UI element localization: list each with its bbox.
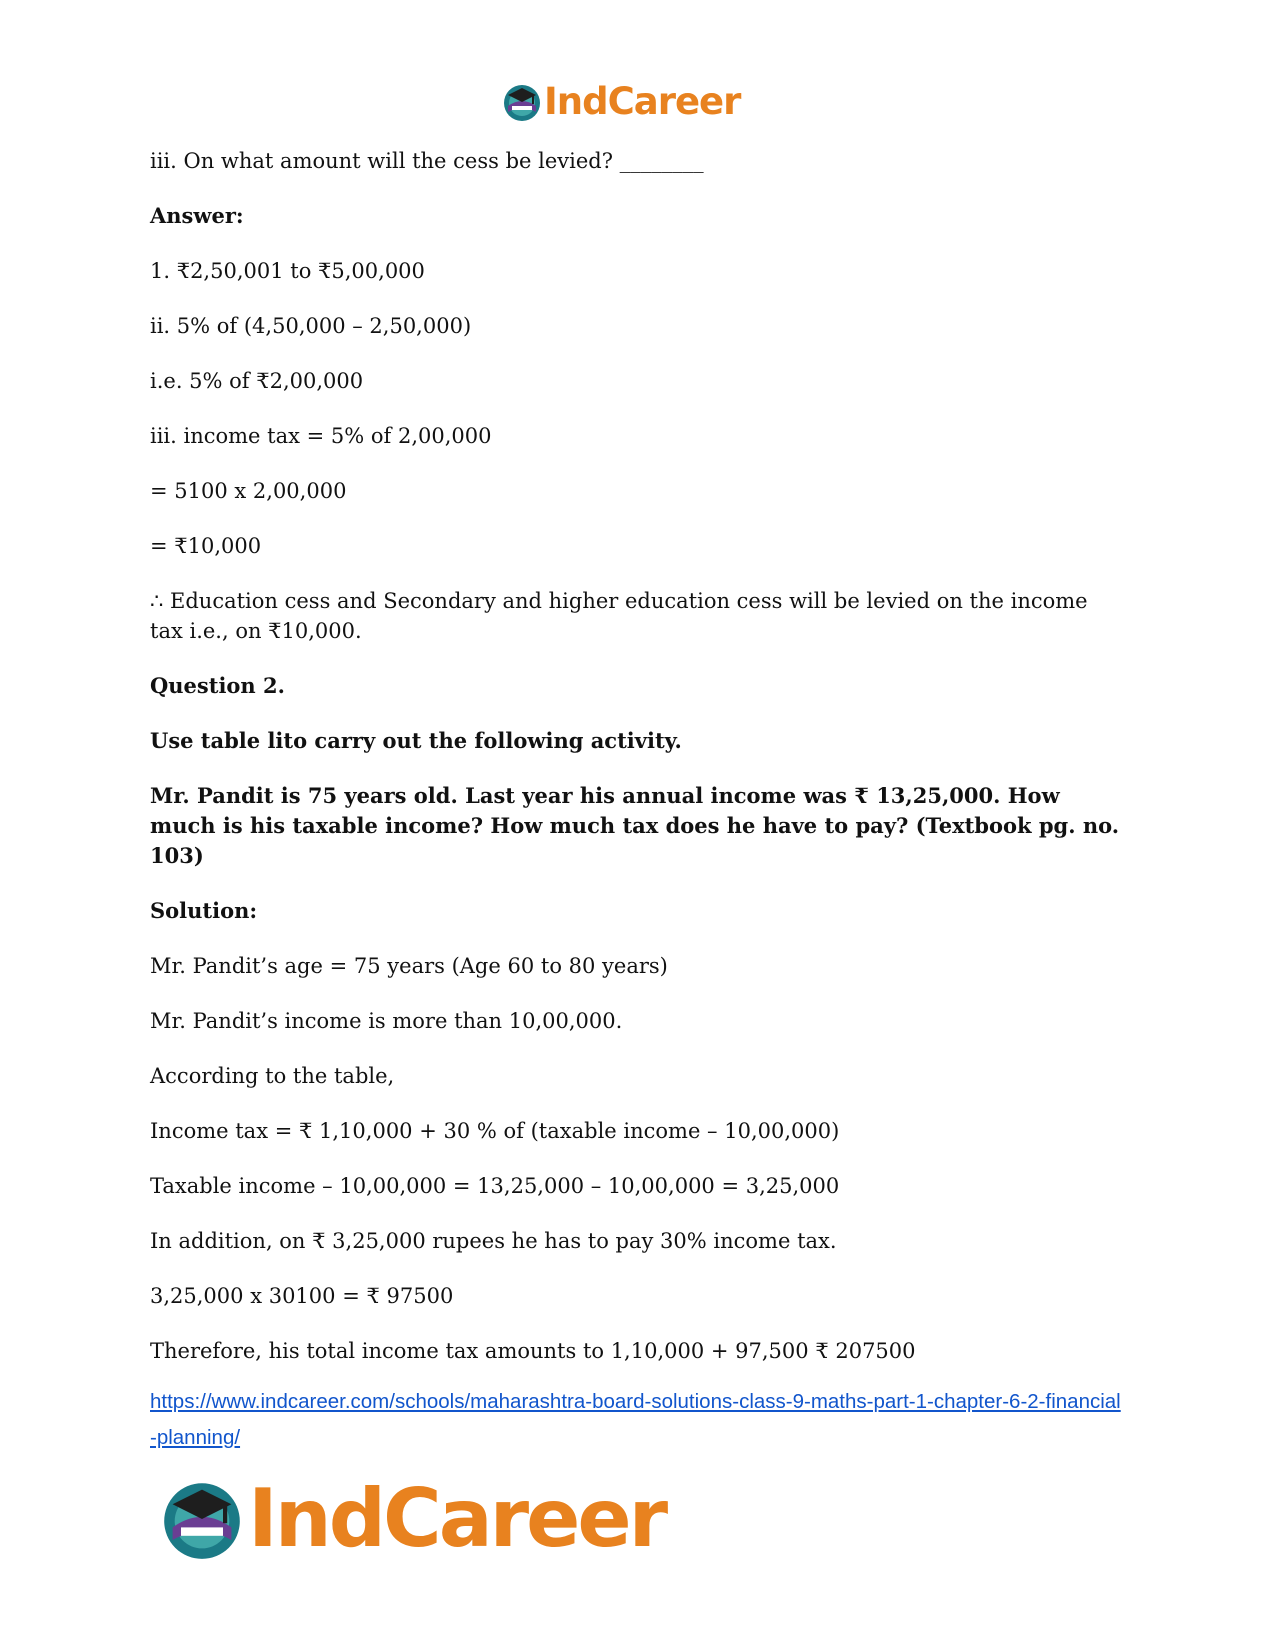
heading-paragraph: Mr. Pandit is 75 years old. Last year his annual income was ₹ 13,25,000. How much is his taxable income? How much tax does he have to pay? (Textbook pg. no. 103): [150, 783, 1120, 868]
text-paragraph: = 5100 x 2,00,000: [150, 479, 347, 503]
text-paragraph: ii. 5% of (4,50,000 – 2,50,000): [150, 314, 472, 338]
brand-wordmark: IndCareer: [248, 1472, 666, 1565]
text-paragraph: According to the table,: [150, 1064, 395, 1088]
heading-paragraph: Question 2.: [150, 673, 285, 698]
text-paragraph: iii. On what amount will the cess be levied? ________: [150, 149, 704, 173]
text-paragraph: Mr. Pandit’s income is more than 10,00,000.: [150, 1009, 623, 1033]
text-paragraph: 1. ₹2,50,001 to ₹5,00,000: [150, 259, 425, 283]
text-paragraph: Income tax = ₹ 1,10,000 + 30 % of (taxable income – 10,00,000): [150, 1119, 840, 1143]
heading-paragraph: Use table lito carry out the following activity.: [150, 728, 682, 753]
brand-wordmark: IndCareer: [544, 80, 741, 123]
text-paragraph: Therefore, his total income tax amounts to 1,10,000 + 97,500 ₹ 207500: [150, 1339, 916, 1363]
heading-paragraph: Solution:: [150, 898, 258, 923]
document-body: [150, 146, 1125, 1391]
text-paragraph: Mr. Pandit’s age = 75 years (Age 60 to 80 years): [150, 954, 668, 978]
text-paragraph: = ₹10,000: [150, 534, 262, 558]
text-paragraph: ∴ Education cess and Secondary and higher education cess will be levied on the income tax i.e., on ₹10,000.: [150, 589, 1088, 643]
footer-logo: [160, 1472, 665, 1565]
graduation-cap-globe-icon: [160, 1477, 244, 1561]
graduation-cap-globe-icon: [502, 82, 542, 122]
heading-paragraph: Answer:: [150, 203, 244, 228]
header-logo: [502, 80, 740, 123]
text-paragraph: iii. income tax = 5% of 2,00,000: [150, 424, 492, 448]
text-paragraph: Taxable income – 10,00,000 = 13,25,000 – 10,00,000 = 3,25,000: [150, 1174, 840, 1198]
text-paragraph: In addition, on ₹ 3,25,000 rupees he has to pay 30% income tax.: [150, 1229, 837, 1253]
text-paragraph: 3,25,000 x 30100 = ₹ 97500: [150, 1284, 454, 1308]
text-paragraph: i.e. 5% of ₹2,00,000: [150, 369, 364, 393]
source-link[interactable]: https://www.indcareer.com/schools/maharashtra-board-solutions-class-9-maths-part-1-chapter-6-2-financial-planning/: [150, 1390, 1121, 1449]
